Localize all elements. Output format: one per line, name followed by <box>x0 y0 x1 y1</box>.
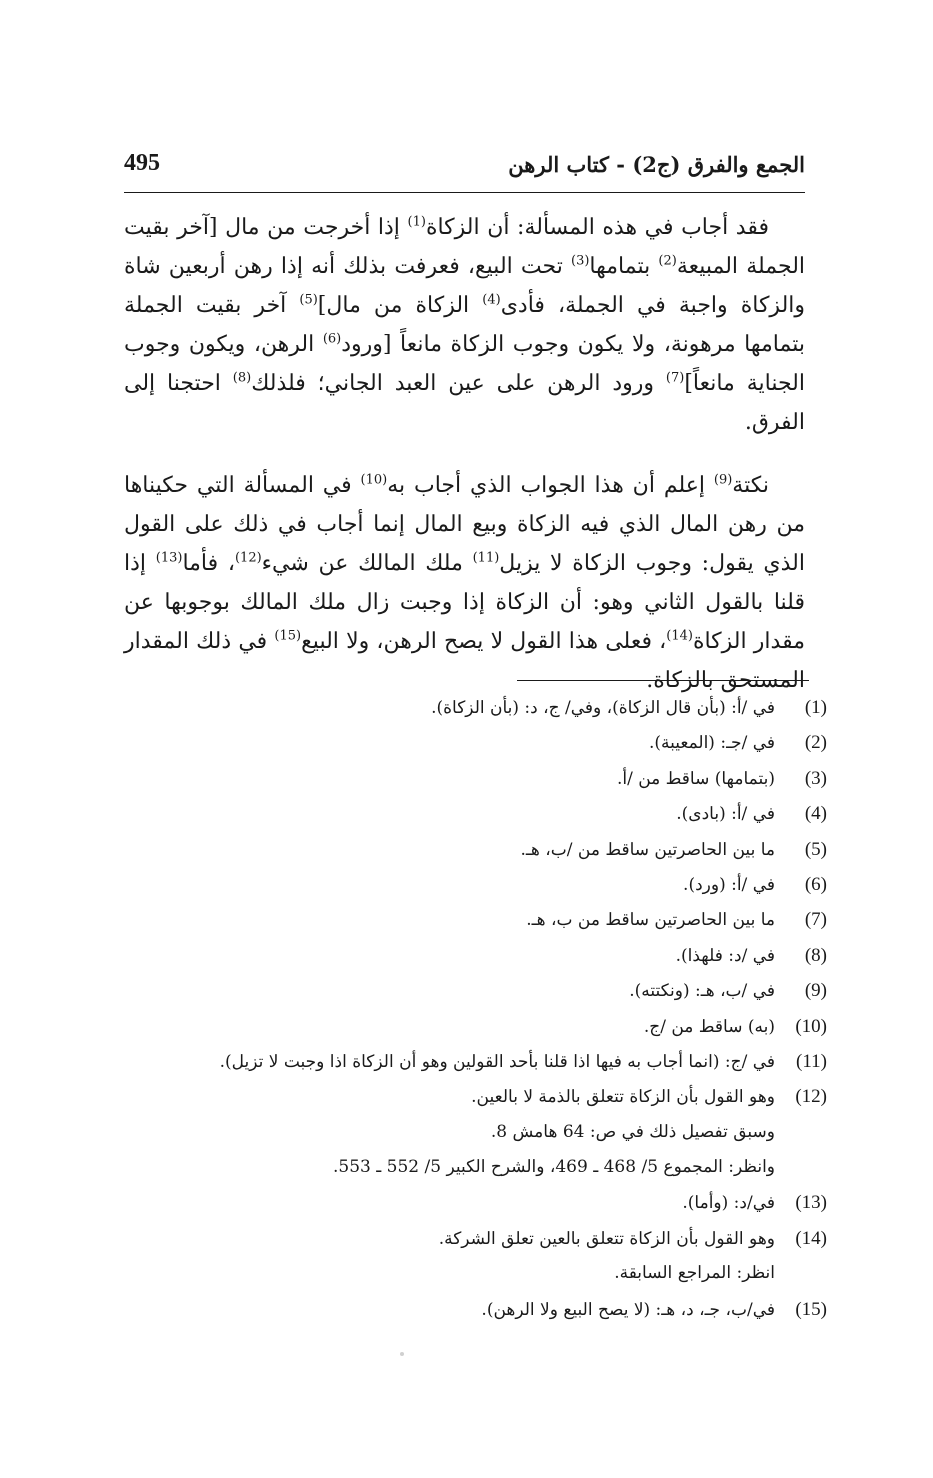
footnote-number: (9) <box>804 980 827 1002</box>
footnote-number: (5) <box>804 838 827 860</box>
footnote-item <box>100 1263 827 1298</box>
footnote-text: وهو القول بأن الزكاة تتعلق بالذمة لا بالعين. <box>471 1087 775 1108</box>
text-run: ورود الرهن على عين العبد الجاني؛ فلذلك <box>251 371 666 396</box>
footnote-ref[interactable]: (8) <box>232 370 252 386</box>
footnote-ref[interactable]: (5) <box>299 292 318 308</box>
scan-speck <box>400 1352 404 1356</box>
footnote-text: في /أ: (ورد). <box>683 874 775 895</box>
footnote-number: (3) <box>804 767 827 789</box>
text-run: ، فأما <box>182 551 235 576</box>
footnote-ref[interactable]: (6) <box>322 331 342 347</box>
text-run: احتجنا إلى الفرق. <box>124 371 805 435</box>
footnote-ref[interactable]: (2) <box>658 253 677 269</box>
footnote-item <box>100 874 827 909</box>
footnote-number: (11) <box>796 1050 827 1072</box>
footnote-item <box>100 1051 827 1086</box>
footnote-ref[interactable]: (4) <box>482 292 501 308</box>
footnote-number: (13) <box>795 1192 827 1214</box>
text-run: ملك المالك عن شيء <box>261 551 473 576</box>
text-run: نكتة <box>732 473 770 498</box>
running-title: الجمع والفرق (ج2) - كتاب الرهن <box>508 152 805 177</box>
footnote-number: (6) <box>804 873 827 895</box>
footnote-ref[interactable]: (9) <box>713 472 733 488</box>
footnote-text: في /أ: (بادى). <box>676 804 775 825</box>
footnote-ref[interactable]: (11) <box>472 550 500 566</box>
text-run: إعلم أن هذا الجواب الذي أجاب به <box>387 473 714 498</box>
footnote-item <box>100 768 827 803</box>
footnote-text: (به) ساقط من /ج. <box>643 1016 775 1037</box>
footnote-item <box>100 1157 827 1192</box>
footnote-text: وسبق تفصيل ذلك في ص: 64 هامش 8. <box>490 1121 775 1142</box>
footnote-ref[interactable]: (7) <box>665 370 685 386</box>
page-number: 495 <box>124 150 160 176</box>
footnote-ref[interactable]: (14) <box>666 628 693 644</box>
text-run: إذا أخرجت من مال [آخر بقيت الجملة المبيعة <box>124 215 806 279</box>
text-run: فقد أجاب في هذه المسألة: أن الزكاة <box>425 215 769 240</box>
paragraph-1 <box>124 208 805 442</box>
footnote-text: وانظر: المجموع 5/ 468 ـ 469، والشرح الكبير 5/ 552 ـ 553. <box>333 1157 775 1178</box>
footnote-item <box>100 1122 827 1157</box>
page-header <box>124 148 805 188</box>
footnote-text: في/د: (وأما). <box>682 1193 775 1214</box>
footnote-number: (2) <box>804 732 827 754</box>
footnote-item <box>100 1228 827 1263</box>
footnote-number: (7) <box>804 909 827 931</box>
paragraph-2 <box>124 466 805 700</box>
footnote-text: في/ب، جـ، د، هـ: (لا يصح البيع ولا الرهن). <box>481 1299 775 1320</box>
footnote-ref[interactable]: (3) <box>570 253 590 269</box>
footnote-text: ما بين الحاصرتين ساقط من /ب، هـ. <box>520 839 775 860</box>
footnote-ref[interactable]: (10) <box>360 472 388 488</box>
footnote-text: وهو القول بأن الزكاة تتعلق بالعين تعلق الشركة. <box>438 1228 775 1249</box>
footnote-ref[interactable]: (15) <box>274 628 302 644</box>
footnote-number: (14) <box>795 1227 827 1249</box>
footnote-item <box>100 1299 827 1334</box>
footnote-item <box>100 1016 827 1051</box>
footnote-item <box>100 1192 827 1227</box>
main-text <box>124 208 805 700</box>
footnote-item <box>100 697 827 732</box>
text-run: ، فعلى هذا القول لا يصح الرهن، ولا البيع <box>301 629 667 654</box>
footnote-ref[interactable]: (13) <box>155 550 183 566</box>
text-run: الرهن، ويكون وجوب الجناية مانعاً] <box>124 332 805 396</box>
footnote-number: (1) <box>804 697 827 718</box>
text-run: إذا قلنا بالقول الثاني وهو: أن الزكاة إذا وجبت زال ملك المالك بوجوبها عن مقدار الزكاة <box>124 551 805 654</box>
footnote-text: في /جـ: (المعيبة). <box>648 733 775 754</box>
footnote-text: انظر: المراجع السابقة. <box>614 1263 775 1284</box>
footnote-text: في /ب، هـ: (ونكتته). <box>629 981 775 1002</box>
footnote-number: (12) <box>795 1086 827 1108</box>
text-run: في ذلك المقدار المستحق بالزكاة. <box>124 629 805 693</box>
footnote-text: (بتمامها) ساقط من /أ. <box>616 768 775 789</box>
footnote-separator <box>517 680 809 681</box>
footnote-number: (4) <box>804 803 827 825</box>
text-run: تحت البيع، فعرفت بذلك أنه إذا رهن أربعين شاة والزكاة واجبة في الجملة، فأدى <box>124 254 806 318</box>
text-run: في المسألة التي حكيناها من رهن المال الذي فيه الزكاة وبيع المال إنما أجاب في ذلك على القول الذي يقول: وجوب الزكاة لا يزيل <box>124 473 805 576</box>
footnote-item <box>100 980 827 1015</box>
footnote-number: (8) <box>804 944 827 966</box>
footnote-text: في /أ: (بأن قال الزكاة)، وفي/ ج، د: (بأن الزكاة). <box>431 698 775 718</box>
text-run: آخر بقيت الجملة بتمامها مرهونة، ولا يكون وجوب الزكاة مانعاً [ورود <box>124 293 805 357</box>
footnote-item <box>100 909 827 944</box>
text-run: الزكاة من مال] <box>317 293 483 318</box>
footnote-item <box>100 945 827 980</box>
text-run: بتمامها <box>589 254 659 279</box>
footnote-item <box>100 803 827 838</box>
footnote-ref[interactable]: (1) <box>407 214 426 230</box>
footnotes <box>100 697 827 1334</box>
footnote-item <box>100 1086 827 1121</box>
footnote-number: (10) <box>795 1015 827 1037</box>
footnote-item <box>100 839 827 874</box>
footnote-text: في /د: فلهذا). <box>675 945 775 966</box>
header-rule <box>124 192 805 193</box>
footnote-number: (15) <box>795 1298 827 1320</box>
footnote-item <box>100 732 827 767</box>
footnote-text: ما بين الحاصرتين ساقط من ب، هـ. <box>526 910 775 931</box>
footnote-ref[interactable]: (12) <box>234 550 262 566</box>
footnote-text: في /ج: (انما أجاب به فيها اذا قلنا بأحد القولين وهو أن الزكاة اذا وجبت لا تزيل). <box>219 1051 775 1072</box>
